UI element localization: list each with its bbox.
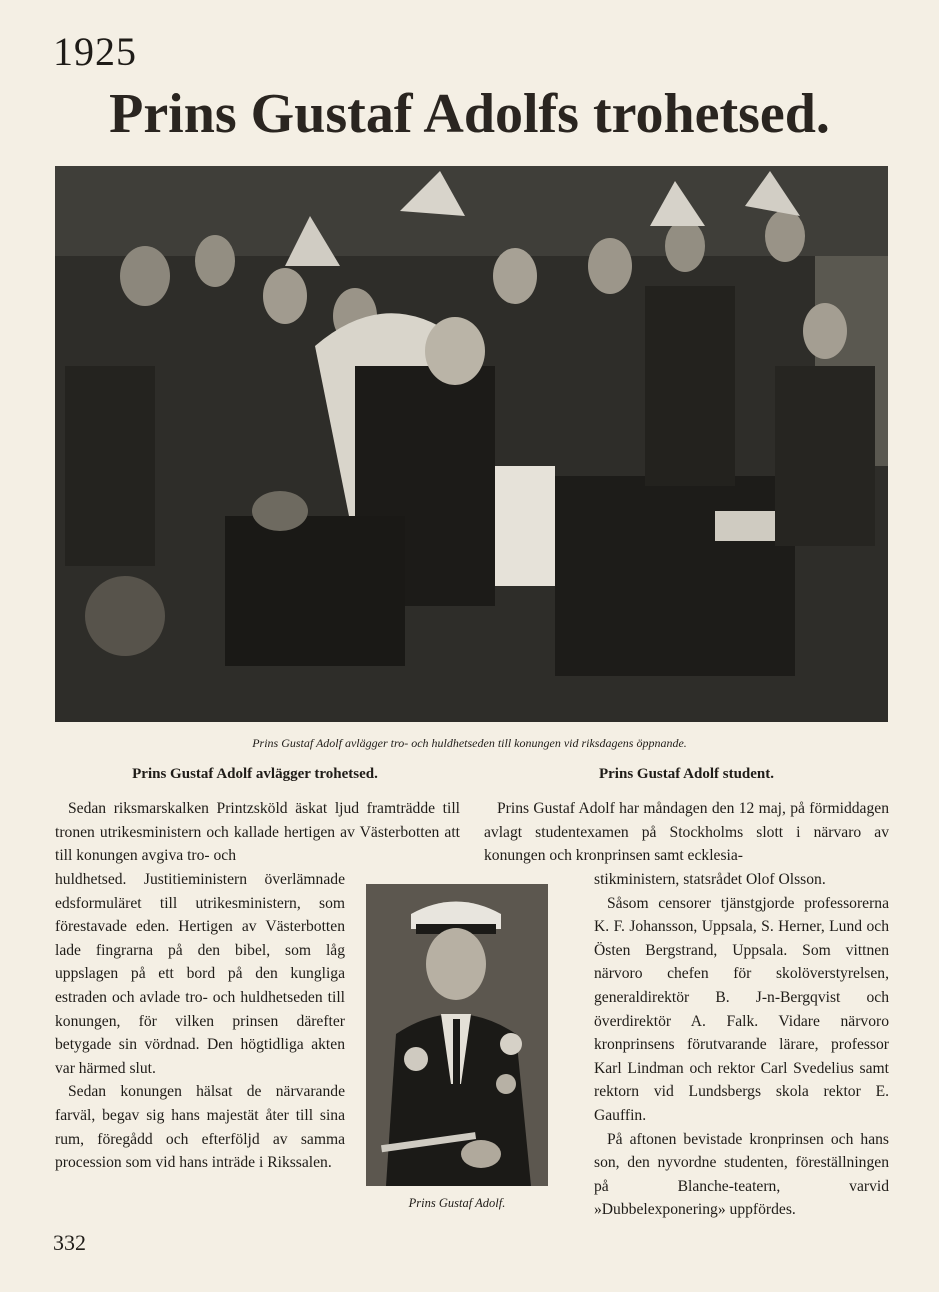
- right-paragraph-2: Såsom censorer tjänstgjorde professorerna K. F. Johansson, Uppsala, S. Herner, Lund och Östen Bergstrand, Uppsala. Som vittnen närvoro chefen för skolöverstyrelsen, generaldirektör B. J-n-Bergqvist och överdirektör A. Falk. Vidare närvoro kronprinsens förutvarande lärare, professor Karl Lindman och rektor Carl Svedelius samt rektorn vid Lundsbergs skola rektor E. Gauffin.: [594, 894, 889, 1124]
- portrait-photo: [366, 884, 548, 1186]
- right-paragraph-1-top: Prins Gustaf Adolf har måndagen den 12 maj, på förmiddagen avlagt studentexamen på Stockholms slott i närvaro av konungen och kronprinsen samt ecklesia-: [484, 800, 889, 865]
- right-column-heading: Prins Gustaf Adolf student.: [598, 766, 775, 782]
- main-photo-caption: Prins Gustaf Adolf avlägger tro- och huldhetseden till konungen vid riksdagens öppnande.: [252, 736, 687, 750]
- page-number: 332: [53, 1230, 86, 1255]
- right-article-text-bottom: [594, 868, 889, 1222]
- portrait-caption: Prins Gustaf Adolf.: [408, 1196, 506, 1210]
- right-paragraph-3: På aftonen bevistade kronprinsen och hans son, den nyvordne studenten, föreställningen på Blanche-teatern, varvid »Dubbelexponering» uppfördes.: [594, 1130, 889, 1219]
- left-column-heading: Prins Gustaf Adolf avlägger trohetsed.: [132, 766, 378, 782]
- right-article-text-top: [484, 797, 889, 868]
- left-paragraph-1-bottom: huldhetsed. Justitieministern överlämnade edsformuläret till utrikesministern, som förestavade eden. Hertigen av Västerbotten lade fingrarna på den bibel, som låg uppslagen på ett bord på den kungliga estraden och avlade tro- och huldhetseden till konungen, för vilken prinsen därefter betygade sin vördnad. Den högtidliga akten var härmed slut.: [55, 871, 345, 1077]
- ceremony-photo: [55, 166, 888, 722]
- left-paragraph-2: Sedan konungen hälsat de närvarande farväl, begav sig hans majestät åter till sina rum, föregådd och efterföljd av samma procession som vid hans inträde i Rikssalen.: [55, 1083, 345, 1172]
- page-title: Prins Gustaf Adolfs trohetsed.: [109, 83, 830, 145]
- year-heading: 1925: [53, 29, 137, 74]
- left-article-text-bottom: [55, 868, 345, 1175]
- right-paragraph-1-bottom: stikministern, statsrådet Olof Olsson.: [594, 871, 826, 888]
- left-paragraph-1-top: Sedan riksmarskalken Printzsköld äskat ljud framträdde till tronen utrikesministern och kallade hertigen av Västerbotten att till konungen avgiva tro- och: [55, 800, 460, 865]
- left-article-text-top: [55, 797, 460, 868]
